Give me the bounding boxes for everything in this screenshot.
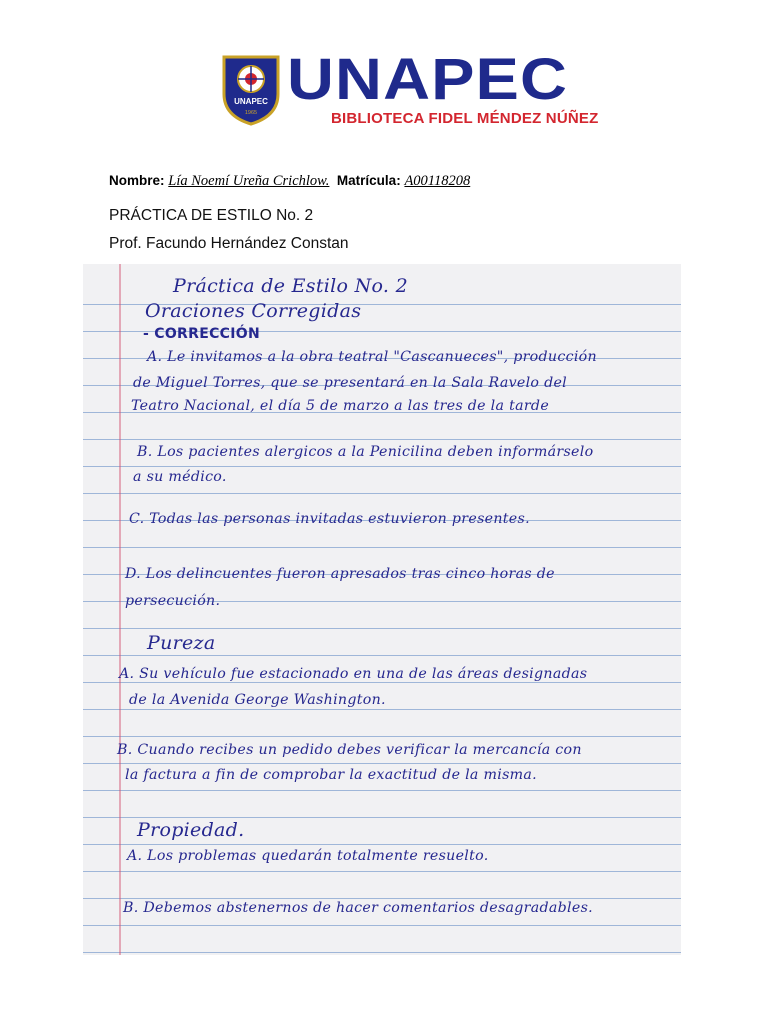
section-pureza: Pureza xyxy=(147,632,216,654)
name-value: Lía Noemí Ureña Crichlow. xyxy=(168,173,330,189)
crest-year: 1965 xyxy=(244,110,258,116)
correccion-b-line-2: a su médico. xyxy=(133,469,227,485)
notebook-subtitle: Oraciones Corregidas xyxy=(145,300,362,322)
student-info xyxy=(109,173,470,190)
correccion-b-line-1: B. Los pacientes alergicos a la Penicilina deben informárselo xyxy=(137,444,594,460)
library-name: BIBLIOTECA FIDEL MÉNDEZ NÚÑEZ xyxy=(331,110,599,127)
section-propiedad: Propiedad. xyxy=(137,819,245,841)
pureza-a-line-2: de la Avenida George Washington. xyxy=(129,692,386,708)
professor-name: Prof. Facundo Hernández Constan xyxy=(109,235,349,252)
correccion-a-line-3: Teatro Nacional, el día 5 de marzo a las tres de la tarde xyxy=(131,398,550,414)
pureza-b-line-1: B. Cuando recibes un pedido debes verificar la mercancía con xyxy=(117,742,582,758)
handwritten-notebook-page xyxy=(83,264,681,955)
unapec-crest-icon xyxy=(221,54,281,126)
correccion-a-line-1: A. Le invitamos a la obra teatral "Cascanueces", producción xyxy=(147,349,597,365)
pureza-b-line-2: la factura a fin de comprobar la exactitud de la misma. xyxy=(125,767,537,783)
correccion-a-line-2: de Miguel Torres, que se presentará en la Sala Ravelo del xyxy=(133,375,567,391)
correccion-c-line-1: C. Todas las personas invitadas estuvieron presentes. xyxy=(129,511,530,527)
correccion-d-line-2: persecución. xyxy=(125,593,221,609)
brand-wordmark: UNAPEC xyxy=(287,47,569,112)
name-label: Nombre: xyxy=(109,173,165,188)
section-correccion: - CORRECCIÓN xyxy=(143,326,260,342)
propiedad-a-line-1: A. Los problemas quedarán totalmente resuelto. xyxy=(127,848,489,864)
propiedad-b-line-1: B. Debemos abstenernos de hacer comentarios desagradables. xyxy=(123,900,593,916)
practice-title: PRÁCTICA DE ESTILO No. 2 xyxy=(109,207,314,224)
notebook-title: Práctica de Estilo No. 2 xyxy=(173,275,408,297)
unapec-logo xyxy=(221,47,601,130)
matricula-label: Matrícula: xyxy=(336,173,401,188)
correccion-d-line-1: D. Los delincuentes fueron apresados tras cinco horas de xyxy=(125,566,555,582)
matricula-value: A00118208 xyxy=(404,173,471,189)
pureza-a-line-1: A. Su vehículo fue estacionado en una de las áreas designadas xyxy=(119,666,588,682)
crest-label: UNAPEC xyxy=(234,97,268,106)
